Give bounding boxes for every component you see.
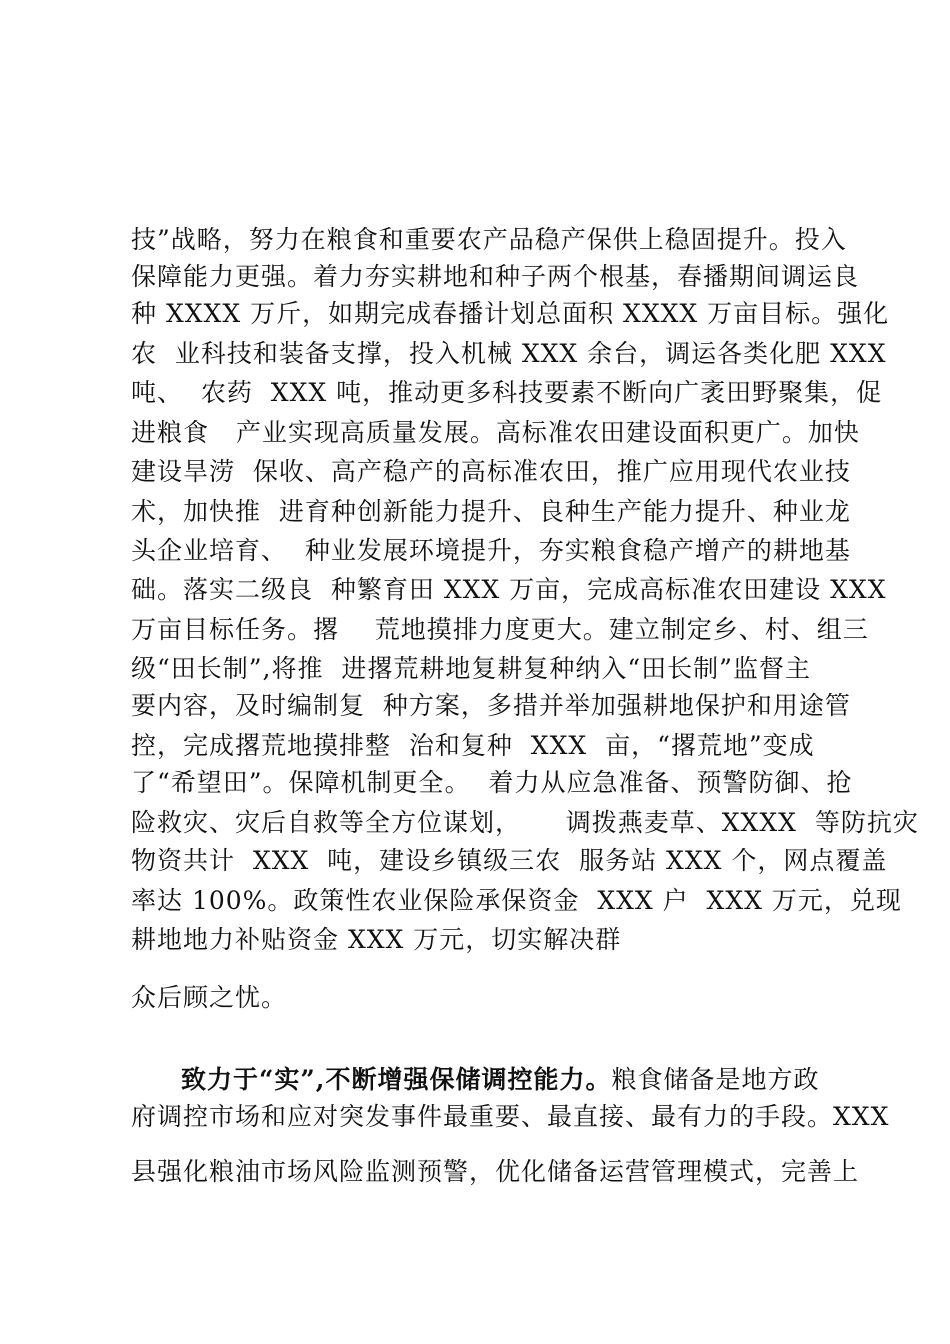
paragraph-1-line: 种 XXXX 万斤，如期完成春播计划总面积 XXXX 万亩目标。强化 [131, 299, 890, 328]
paragraph-1-line: 头企业培育、 种业发展环境提升，夯实粮食稳产增产的耕地基 [131, 536, 851, 565]
paragraph-2-line-1-rest: 粮食储备是地方政 [611, 1065, 820, 1094]
paragraph-1-line: 础。落实二级良 种繁育田 XXX 万亩，完成高标准农田建设 XXX [131, 575, 887, 604]
paragraph-1-tail: 众后顾之忧。 [131, 983, 288, 1012]
paragraph-1-line: 进粮食 产业实现高质量发展。高标准农田建设面积更广。加快 [131, 418, 860, 447]
paragraph-2-line-1 [181, 1065, 819, 1095]
paragraph-1-line: 险救灾、灾后自救等全方位谋划， 调拨燕麦草、XXXX 等防抗灾 [131, 808, 919, 837]
paragraph-1-line: 万亩目标任务。撂 荒地摸排力度更大。建立制定乡、村、组三 [131, 615, 869, 644]
paragraph-1-line: 保障能力更强。着力夯实耕地和种子两个根基，春播期间调运良 [131, 262, 860, 291]
paragraph-1-line: 技”战略，努力在粮食和重要农产品稳产保供上稳固提升。投入 [131, 225, 847, 254]
paragraph-1-line: 率达 100%。政策性农业保险承保资金 XXX 户 XXX 万元，兑现 [131, 886, 902, 915]
paragraph-1-line: 术，加快推 进育种创新能力提升、良种生产能力提升、种业龙 [131, 497, 851, 526]
paragraph-2-heading: 致力于“实”,不断增强保储调控能力。 [181, 1065, 612, 1094]
paragraph-2-line-2: 府调控市场和应对突发事件最重要、最直接、最有力的手段。XXX [131, 1102, 890, 1131]
paragraph-1-line: 控，完成撂荒地摸排整 治和复种 XXX 亩，“撂荒地”变成 [131, 731, 815, 760]
paragraph-1-line: 农 业科技和装备支撑，投入机械 XXX 余台，调运各类化肥 XXX [131, 339, 887, 368]
paragraph-1-line: 要内容，及时编制复 种方案，多措并举加强耕地保护和用途管 [131, 691, 851, 720]
paragraph-1-line: 吨、 农药 XXX 吨，推动更多科技要素不断向广袤田野聚集，促 [131, 378, 883, 407]
paragraph-1-line: 耕地地力补贴资金 XXX 万元，切实解决群 [131, 925, 622, 954]
paragraph-1-line: 了“希望田”。保障机制更全。 着力从应急准备、预警防御、抢 [131, 768, 853, 797]
paragraph-2-line-3: 县强化粮油市场风险监测预警，优化储备运营管理模式，完善上 [131, 1157, 860, 1186]
paragraph-1-line: 级“田长制”,将推 进撂荒耕地复耕复种纳入“田长制”监督主 [131, 654, 811, 683]
paragraph-1-line: 物资共计 XXX 吨，建设乡镇级三农 服务站 XXX 个，网点覆盖 [131, 846, 888, 875]
paragraph-1-line: 建设旱涝 保收、高产稳产的高标准农田，推广应用现代农业技 [131, 457, 851, 486]
